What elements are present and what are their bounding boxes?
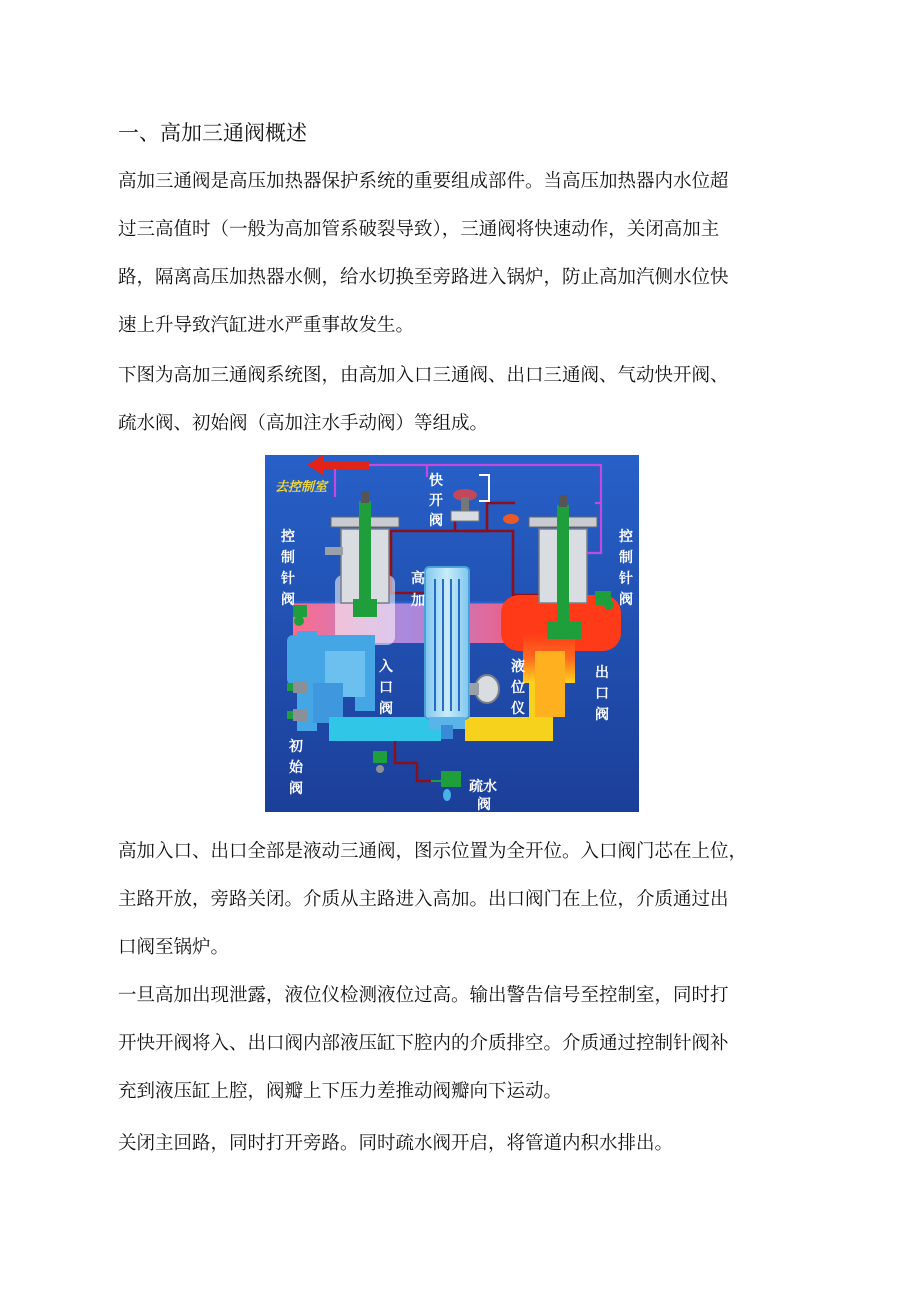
label-outlet-valve: 出口阀: [595, 665, 609, 723]
paragraph-leak-response: [118, 972, 808, 1116]
text-line: 疏水阀、初始阀（高加注水手动阀）等组成。: [118, 413, 489, 434]
control-room-label: [275, 479, 329, 495]
label-control-room: 去控制室: [275, 480, 328, 495]
text-line: 过三高值时（一般为高加管系破裂导致），三通阀将快速动作，关闭高加主: [118, 219, 720, 240]
text-line: 一旦高加出现泄露，液位仪检测液位过高。输出警告信号至控制室，同时打: [118, 985, 729, 1006]
label-level-gauge: 液位仪: [511, 659, 525, 717]
text-line: 关闭主回路，同时打开旁路。同时疏水阀开启，将管道内积水排出。: [118, 1133, 674, 1154]
paragraph-bypass: [118, 1120, 808, 1168]
text-line: 开快开阀将入、出口阀内部液压缸下腔内的介质排空。介质通过控制针阀补: [118, 1033, 729, 1054]
label-drain-valve: 疏水阀: [469, 779, 497, 812]
paragraph-figure-intro: [118, 352, 808, 448]
label-control-needle-valve-right: 控制针阀: [619, 529, 633, 608]
paragraph-overview: [118, 158, 808, 350]
label-quick-open-valve: 快开阀: [429, 473, 443, 529]
diagram-svg: [265, 455, 639, 812]
section-heading: 一、高加三通阀概述: [118, 121, 307, 145]
bypass-pipe-cold: [329, 717, 441, 741]
text-line: 路，隔离高压加热器水侧，给水切换至旁路进入锅炉，防止高加汽侧水位快: [118, 267, 729, 288]
high-pressure-heater: [425, 567, 469, 739]
label-control-needle-valve-left: 控制针阀: [281, 529, 295, 608]
text-line: 高加三通阀是高压加热器保护系统的重要组成部件。当高压加热器内水位超: [118, 171, 729, 192]
three-way-valve-system-diagram: [265, 455, 639, 812]
label-heater: 高加: [411, 571, 425, 609]
text-line: 主路开放，旁路关闭。介质从主路进入高加。出口阀门在上位，介质通过出: [118, 889, 729, 910]
label-initial-valve: 初始阀: [289, 739, 303, 797]
text-line: 口阀至锅炉。: [118, 937, 230, 958]
label-inlet-valve: 入口阀: [379, 659, 393, 717]
text-line: 高加入口、出口全部是液动三通阀，图示位置为全开位。入口阀门芯在上位，: [118, 841, 748, 862]
text-line: 速上升导致汽缸进水严重事故发生。: [118, 315, 415, 336]
paragraph-normal-operation: [118, 828, 808, 972]
text-line: 下图为高加三通阀系统图，由高加入口三通阀、出口三通阀、气动快开阀、: [118, 365, 729, 386]
text-line: 充到液压缸上腔，阀瓣上下压力差推动阀瓣向下运动。: [118, 1081, 563, 1102]
